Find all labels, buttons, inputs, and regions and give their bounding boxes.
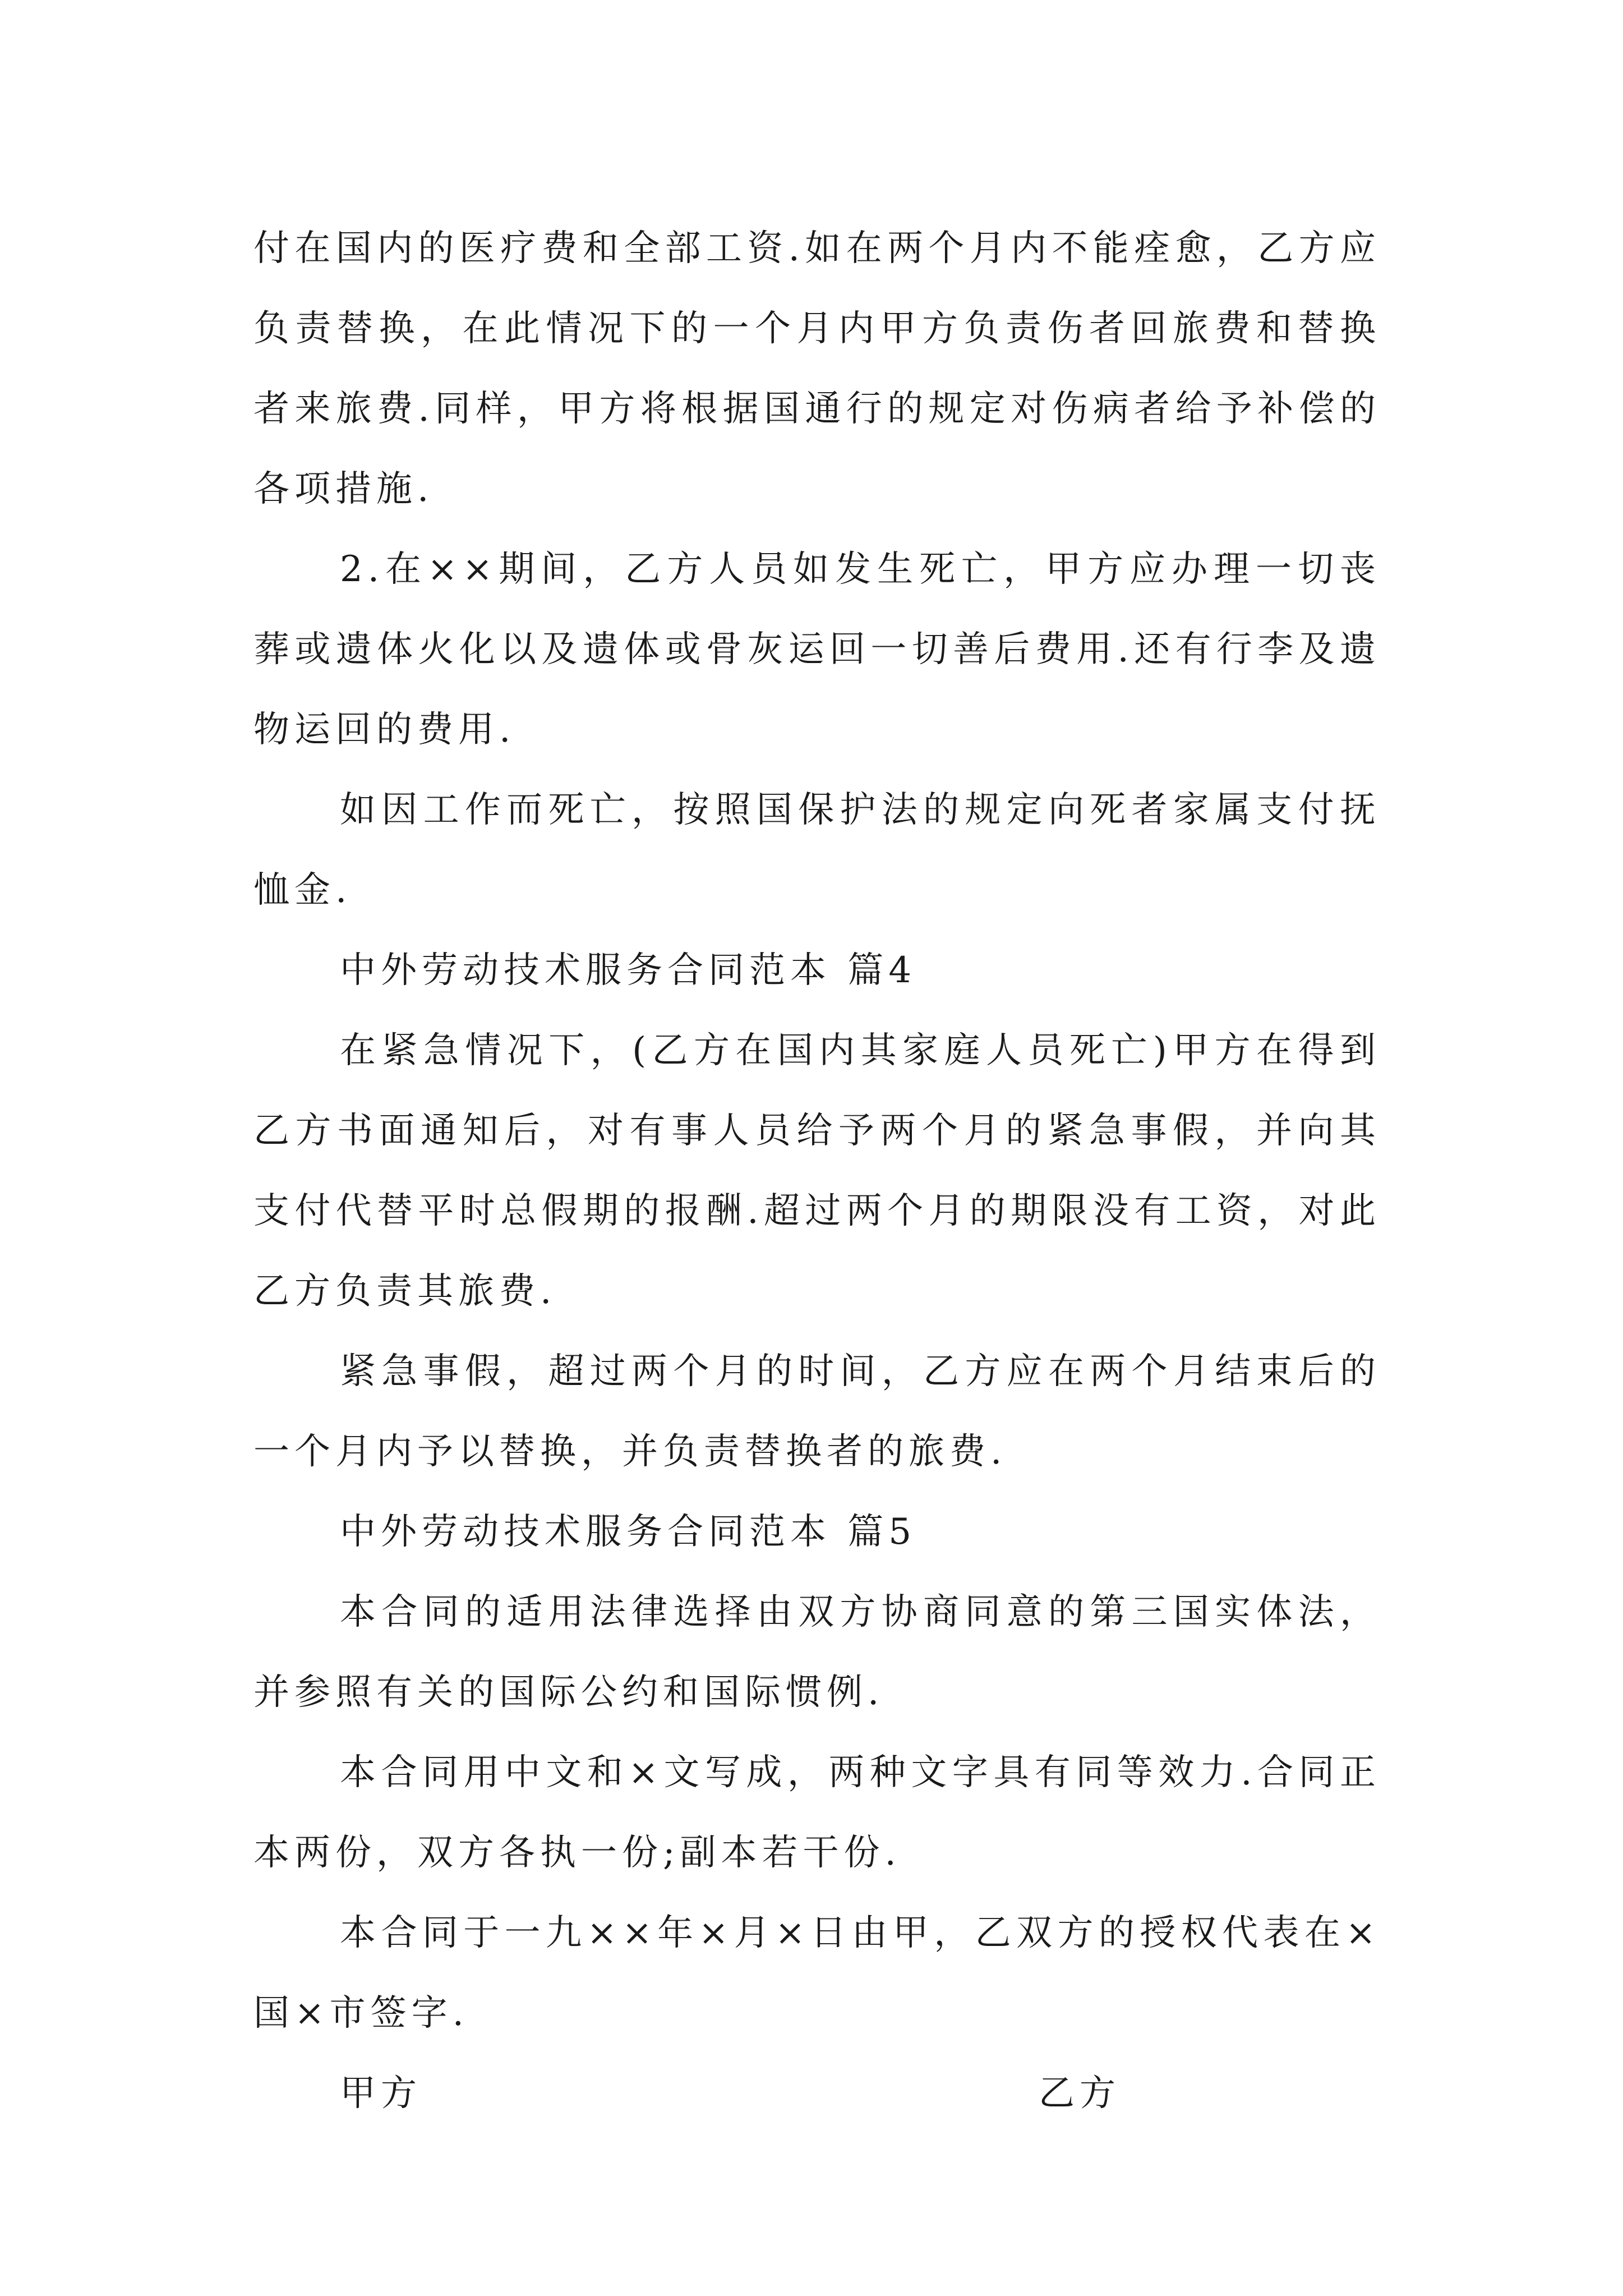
paragraph-emergency-leave: 在紧急情况下，(乙方在国内其家庭人员死亡)甲方在得到乙方书面通知后，对有事人员给予两个月的紧急事假，并向其支付代替平时总假期的报酬.超过两个月的期限没有工资，对此乙方负责其旅费. bbox=[253, 1030, 1381, 1312]
signature-row bbox=[253, 2054, 1381, 2134]
paragraph-emergency-replacement: 紧急事假，超过两个月的时间，乙方应在两个月结束后的一个月内予以替换，并负责替换者的旅费. bbox=[253, 1351, 1381, 1473]
section-heading-part-5: 中外劳动技术服务合同范本 篇5 bbox=[340, 1511, 917, 1553]
paragraph-death-arrangements: 2.在××期间，乙方人员如发生死亡，甲方应办理一切丧葬或遗体火化以及遗体或骨灰运回一切善后费用.还有行李及遗物运回的费用. bbox=[253, 549, 1381, 751]
paragraph-languages-copies: 本合同用中文和×文写成，两种文字具有同等效力.合同正本两份，双方各执一份;副本若干份. bbox=[253, 1752, 1381, 1874]
paragraph-applicable-law: 本合同的适用法律选择由双方协商同意的第三国实体法，并参照有关的国际公约和国际惯例. bbox=[253, 1591, 1381, 1713]
party-b-label: 乙方 bbox=[1039, 2073, 1121, 2114]
paragraph-work-death-pension: 如因工作而死亡，按照国保护法的规定向死者家属支付抚恤金. bbox=[253, 789, 1381, 911]
party-a-label: 甲方 bbox=[340, 2073, 422, 2114]
section-heading-part-4: 中外劳动技术服务合同范本 篇4 bbox=[340, 950, 917, 991]
document-body bbox=[253, 209, 1381, 2134]
paragraph-medical-compensation: 付在国内的医疗费和全部工资.如在两个月内不能痊愈，乙方应负责替换，在此情况下的一个月内甲方负责伤者回旅费和替换者来旅费.同样，甲方将根据国通行的规定对伤病者给予补偿的各项措施. bbox=[253, 228, 1381, 510]
paragraph-signing: 本合同于一九××年×月×日由甲，乙双方的授权代表在×国×市签字. bbox=[253, 1912, 1381, 2034]
